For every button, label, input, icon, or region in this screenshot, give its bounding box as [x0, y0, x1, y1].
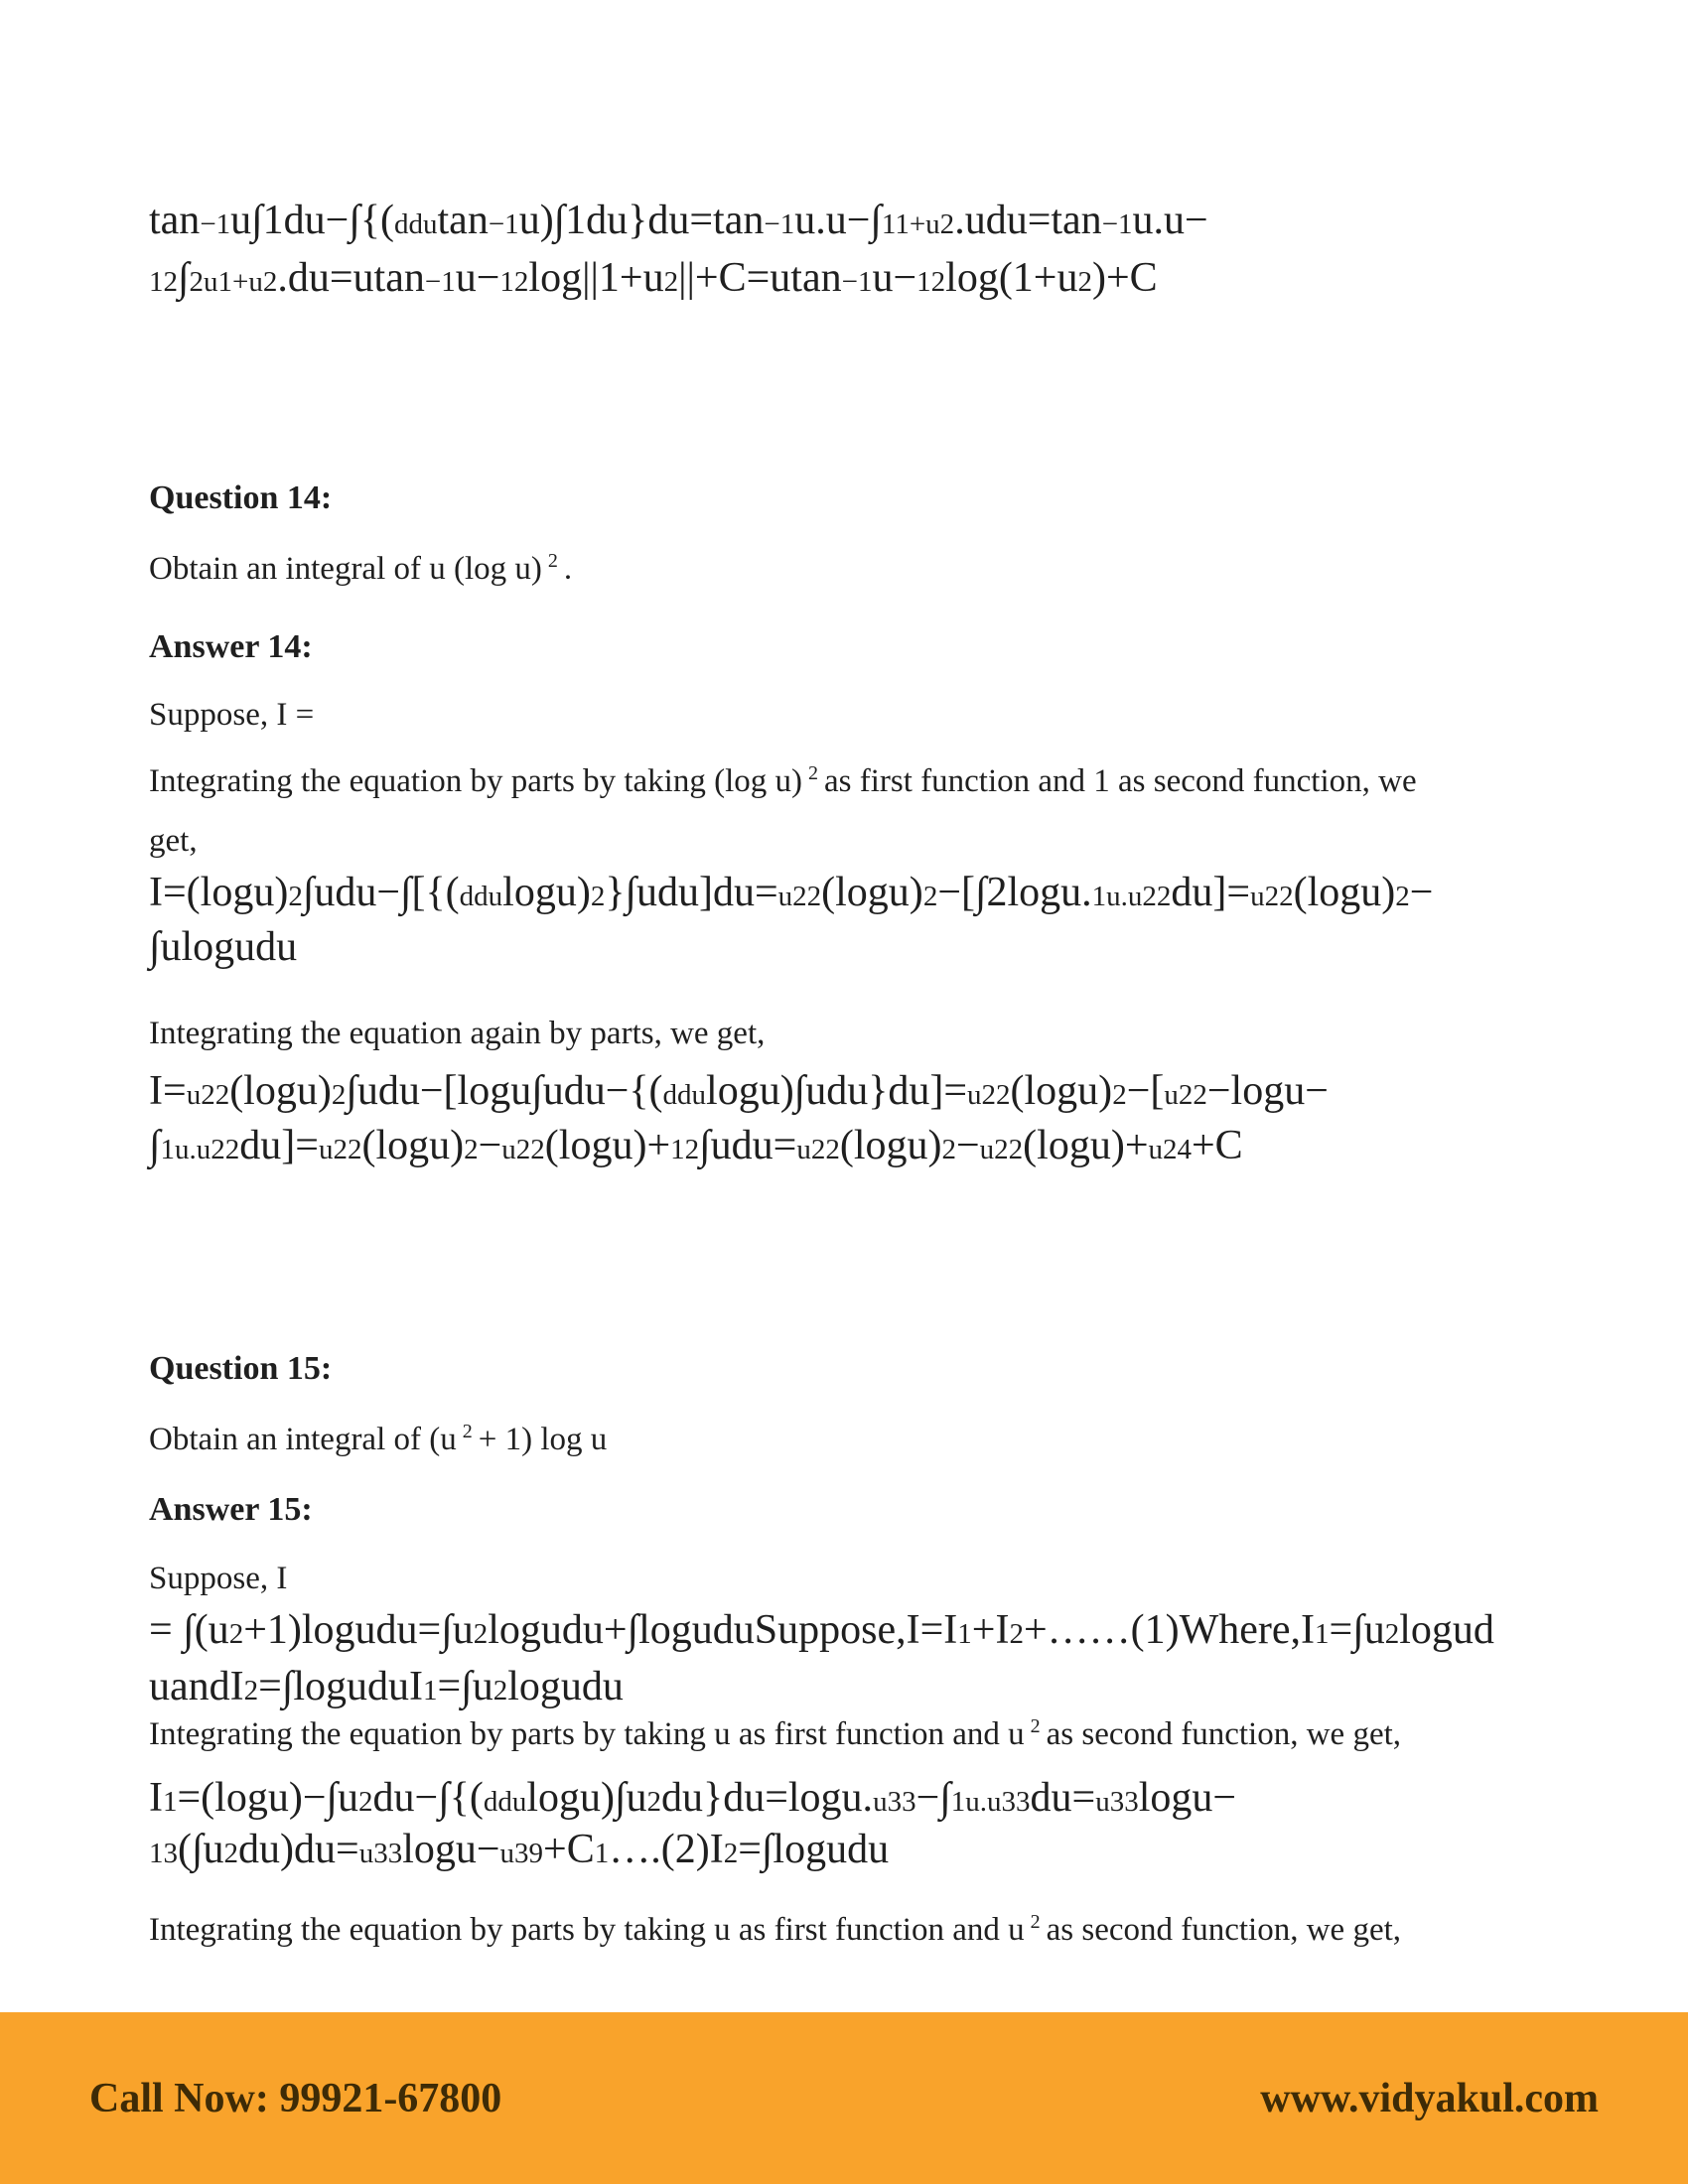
math-segment: ||+C=utan [678, 255, 842, 301]
integrating-again-text: Integrating the equation again by parts, we get, [149, 1016, 766, 1051]
answer-14-heading: Answer 14: [149, 628, 313, 665]
math-segment: u22 [501, 1134, 545, 1165]
math-segment: du= [1030, 1775, 1096, 1821]
math-segment: u)∫1du}du=tan [518, 198, 765, 243]
math-segment: du}du=logu. [661, 1775, 874, 1821]
math-segment: ∫ulogudu [149, 924, 298, 970]
math-segment: = ∫(u [149, 1607, 229, 1653]
math-segment: 2 [646, 1786, 662, 1818]
math-segment: 1 [163, 1786, 178, 1818]
integrating-14-superscript: 2 [808, 762, 819, 784]
math-segment: 2 [288, 881, 303, 912]
integrating-15b-text [149, 1911, 1401, 1951]
equation-15b-line-1 [149, 1777, 1236, 1819]
suppose-14-text: Suppose, I = [149, 697, 315, 733]
math-segment: 1 [594, 1838, 610, 1869]
math-segment: ∫ [149, 1123, 161, 1168]
math-segment: u∫1du−∫{( [230, 198, 395, 243]
math-segment: 2u1+u2 [189, 266, 278, 298]
equation-top-line-2 [149, 257, 1158, 299]
math-segment: −1 [764, 208, 795, 240]
equation-top-line-1 [149, 200, 1208, 241]
math-segment: u33 [873, 1786, 916, 1818]
equation-14a-line-2 [149, 926, 297, 968]
integrating-15-text [149, 1715, 1401, 1755]
math-segment: u.u− [1132, 198, 1208, 243]
footer-phone: Call Now: 99921-67800 [89, 2075, 502, 2121]
math-segment: u.u−∫ [794, 198, 882, 243]
math-segment: du−∫{( [372, 1775, 484, 1821]
math-segment: 12 [670, 1134, 700, 1165]
math-segment: )+C [1092, 255, 1158, 301]
question-15-text [149, 1421, 607, 1460]
integrating-14-pre: Integrating the equation by parts by taking (log u) [149, 763, 803, 799]
math-segment: 1u.u33 [950, 1786, 1031, 1818]
math-segment: ddu [459, 881, 503, 912]
math-segment: (logu) [839, 1123, 942, 1168]
math-segment: logudu [507, 1664, 624, 1709]
question-15-heading: Question 15: [149, 1350, 333, 1387]
math-segment: logu− [402, 1827, 500, 1872]
math-segment: u22 [967, 1079, 1011, 1111]
math-segment: 12 [149, 266, 178, 298]
math-segment: 2 [590, 881, 606, 912]
math-segment: 13 [149, 1838, 178, 1869]
integrating-15b-pre: Integrating the equation by parts by taking u as first function and u [149, 1912, 1025, 1948]
math-segment: u39 [499, 1838, 544, 1869]
math-segment: =∫u [437, 1664, 493, 1709]
math-segment: 1u.u22 [1091, 881, 1172, 912]
equation-15a-line-1 [149, 1609, 1494, 1651]
math-segment: 2 [1395, 881, 1410, 912]
math-segment: (logu) [1293, 870, 1396, 915]
math-segment: du]= [1171, 870, 1251, 915]
integrating-14-line-1 [149, 762, 1417, 802]
math-segment: 2 [243, 1675, 259, 1706]
math-segment: ddu [662, 1079, 707, 1111]
math-segment: 2 [1077, 266, 1092, 298]
math-segment: ∫udu−[logu∫udu−{( [346, 1068, 663, 1114]
math-segment: ∫udu= [699, 1123, 797, 1168]
suppose-15-text: Suppose, I [149, 1561, 288, 1596]
math-segment: 11+u2 [881, 208, 955, 240]
math-segment: =∫loguduI [258, 1664, 423, 1709]
math-segment: 2 [492, 1675, 508, 1706]
math-segment: u− [455, 255, 500, 301]
math-segment: I [149, 1775, 163, 1821]
math-segment: 2 [922, 881, 938, 912]
equation-14b-line-1 [149, 1070, 1329, 1112]
math-segment: (logu) [821, 870, 923, 915]
math-segment: =∫logudu [738, 1827, 890, 1872]
math-segment: tan [437, 198, 489, 243]
math-segment: (∫u [178, 1827, 224, 1872]
math-segment: 2 [473, 1618, 489, 1650]
math-segment: u22 [777, 881, 822, 912]
math-segment: }∫udu]du= [605, 870, 778, 915]
equation-14a-line-1 [149, 872, 1433, 913]
footer-bar [0, 2012, 1688, 2184]
math-segment: 2 [663, 266, 679, 298]
math-segment: +1)logudu=∫u [243, 1607, 474, 1653]
math-segment: =∫u [1329, 1607, 1385, 1653]
math-segment: 2 [723, 1838, 739, 1869]
math-segment: 1u.u22 [160, 1134, 240, 1165]
math-segment: u22 [186, 1079, 230, 1111]
math-segment: 2 [1112, 1079, 1127, 1111]
math-segment: − [955, 1123, 980, 1168]
math-segment: −1 [488, 208, 519, 240]
math-segment: ddu [483, 1786, 527, 1818]
math-segment: −1 [200, 208, 231, 240]
math-segment: ∫udu−∫[{( [302, 870, 460, 915]
math-segment: logu)∫u [526, 1775, 647, 1821]
equation-14b-line-2 [149, 1125, 1243, 1166]
integrating-15-post: as second function, we get, [1046, 1716, 1402, 1752]
math-segment: 2 [223, 1838, 238, 1869]
math-segment: u33 [1095, 1786, 1139, 1818]
math-segment: 1 [1315, 1618, 1330, 1650]
math-segment: u− [872, 255, 917, 301]
question-14-text-post: . [563, 551, 573, 587]
question-14-heading: Question 14: [149, 479, 333, 516]
math-segment: ddu [394, 208, 438, 240]
math-segment: ….(2)I [609, 1827, 724, 1872]
math-segment: log||1+u [528, 255, 664, 301]
math-segment: u33 [358, 1838, 403, 1869]
math-segment: u22 [318, 1134, 362, 1165]
math-segment: (logu) [229, 1068, 332, 1114]
math-segment: du]= [239, 1123, 319, 1168]
math-segment: u22 [979, 1134, 1024, 1165]
footer-website: www.vidyakul.com [1260, 2075, 1599, 2121]
math-segment: 2 [464, 1134, 479, 1165]
question-15-text-post: + 1) log u [478, 1422, 608, 1457]
math-segment: −[ [1126, 1068, 1165, 1114]
math-segment: tan [149, 198, 201, 243]
question-14-text-pre: Obtain an integral of u (log u) [149, 551, 542, 587]
math-segment: u22 [1250, 881, 1294, 912]
integrating-14-post: as first function and 1 as second function, we [824, 763, 1417, 799]
question-14-text [149, 550, 572, 590]
math-segment: −logu− [1206, 1068, 1329, 1114]
math-segment: +C [1192, 1123, 1243, 1168]
math-segment: 12 [916, 266, 946, 298]
math-segment: 2 [1009, 1618, 1024, 1650]
math-segment: (logu)+ [1023, 1123, 1149, 1168]
math-segment: +I [971, 1607, 1010, 1653]
math-segment: (logu) [361, 1123, 465, 1168]
integrating-15-superscript: 2 [1030, 1715, 1041, 1737]
math-segment: −1 [1101, 208, 1133, 240]
math-segment: logudu+∫loguduSuppose,I=I [488, 1607, 958, 1653]
math-segment: 1 [423, 1675, 438, 1706]
integrating-15-pre: Integrating the equation by parts by taking u as first function and u [149, 1716, 1025, 1752]
integrating-15b-superscript: 2 [1030, 1911, 1041, 1933]
math-segment: u22 [796, 1134, 840, 1165]
math-segment: .udu=tan [954, 198, 1102, 243]
equation-15b-line-2 [149, 1829, 889, 1870]
math-segment: .du=utan [277, 255, 425, 301]
math-segment: du)du= [238, 1827, 359, 1872]
math-segment: −1 [424, 266, 456, 298]
math-segment: 2 [331, 1079, 347, 1111]
integrating-14-line-2: get, [149, 823, 198, 859]
math-segment: −1 [841, 266, 873, 298]
question-15-text-pre: Obtain an integral of (u [149, 1422, 457, 1457]
math-segment: I= [149, 1068, 187, 1114]
math-segment: − [478, 1123, 502, 1168]
math-segment: =(logu)−∫u [177, 1775, 359, 1821]
integrating-15b-post: as second function, we get, [1046, 1912, 1402, 1948]
math-segment: −[∫2logu. [937, 870, 1092, 915]
answer-15-heading: Answer 15: [149, 1491, 313, 1528]
math-segment: logu) [502, 870, 591, 915]
math-segment: (logu)+ [544, 1123, 671, 1168]
math-segment: +……(1)Where,I [1023, 1607, 1316, 1653]
math-segment: logud [1399, 1607, 1494, 1653]
math-segment: 1 [957, 1618, 972, 1650]
math-segment: +C [543, 1827, 595, 1872]
math-segment: 2 [228, 1618, 244, 1650]
equation-15a-line-2 [149, 1666, 624, 1707]
math-segment: ∫ [178, 255, 190, 301]
math-segment: logu)∫udu}du]= [706, 1068, 968, 1114]
math-segment: 2 [1384, 1618, 1400, 1650]
math-segment: logu− [1138, 1775, 1237, 1821]
math-segment: 2 [941, 1134, 956, 1165]
math-segment: uandI [149, 1664, 244, 1709]
math-segment: u24 [1148, 1134, 1192, 1165]
question-15-superscript: 2 [462, 1421, 473, 1442]
math-segment: −∫ [915, 1775, 951, 1821]
question-14-superscript: 2 [547, 550, 558, 572]
math-segment: (logu) [1010, 1068, 1113, 1114]
math-segment: I=(logu) [149, 870, 289, 915]
math-segment: 2 [358, 1786, 373, 1818]
math-segment: − [1409, 870, 1434, 915]
math-segment: 12 [499, 266, 529, 298]
math-segment: log(1+u [945, 255, 1078, 301]
math-segment: u22 [1164, 1079, 1207, 1111]
